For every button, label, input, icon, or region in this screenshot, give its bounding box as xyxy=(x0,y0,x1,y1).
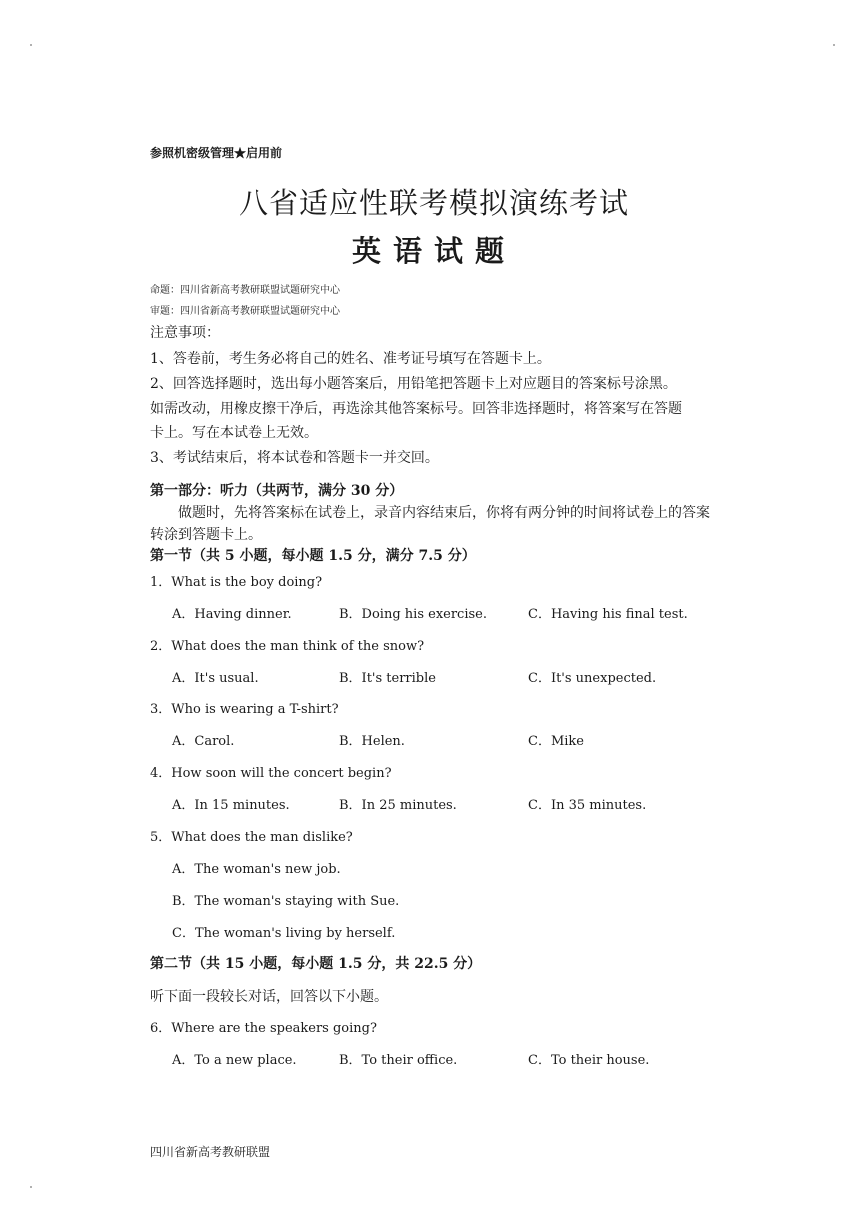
scan-speck xyxy=(833,44,835,46)
option-c: C．Mike xyxy=(528,734,584,749)
notes-line: 3、考试结束后，将本试卷和答题卡一并交回。 xyxy=(150,450,439,466)
section2-heading: 第二节（共 15 小题，每小题 1.5 分，共 22.5 分） xyxy=(150,956,482,972)
question-4: 4．How soon will the concert begin? xyxy=(150,766,392,781)
part1-instructions: 做题时，先将答案标在试卷上，录音内容结束后，你将有两分钟的时间将试卷上的答案 xyxy=(178,505,710,521)
notes-line: 1、答卷前，考生务必将自己的姓名、准考证号填写在答题卡上。 xyxy=(150,351,551,367)
question-5: 5．What does the man dislike? xyxy=(150,830,353,845)
review-line: 审题：四川省新高考教研联盟试题研究中心 xyxy=(150,306,340,317)
secret-mark: 参照机密级管理★启用前 xyxy=(150,146,283,160)
exam-title: 八省适应性联考模拟演练考试 xyxy=(238,186,629,220)
question-3: 3．Who is wearing a T-shirt? xyxy=(150,702,339,717)
notes-heading: 注意事项： xyxy=(150,325,220,341)
option-b: B．Doing his exercise. xyxy=(339,607,487,622)
option-b: B．To their office. xyxy=(339,1053,458,1068)
section2-intro: 听下面一段较长对话，回答以下小题。 xyxy=(150,989,388,1005)
scan-speck xyxy=(30,1186,32,1188)
part1-instructions: 转涂到答题卡上。 xyxy=(150,527,262,543)
option-c: C．The woman's living by herself. xyxy=(172,926,396,941)
option-a: A．To a new place. xyxy=(172,1053,297,1068)
option-a: A．It's usual. xyxy=(172,671,259,686)
option-b: B．The woman's staying with Sue. xyxy=(172,894,400,909)
author-line: 命题：四川省新高考教研联盟试题研究中心 xyxy=(150,285,340,296)
question-1: 1．What is the boy doing? xyxy=(150,575,323,590)
notes-line: 如需改动，用橡皮擦干净后，再选涂其他答案标号。回答非选择题时，将答案写在答题 xyxy=(150,401,682,417)
option-b: B．In 25 minutes. xyxy=(339,798,457,813)
option-c: C．In 35 minutes. xyxy=(528,798,647,813)
option-b: B．It's terrible xyxy=(339,671,436,686)
footer-org: 四川省新高考教研联盟 xyxy=(150,1145,271,1159)
option-c: C．It's unexpected. xyxy=(528,671,657,686)
option-a: A．The woman's new job. xyxy=(172,862,341,877)
section1-heading: 第一节（共 5 小题，每小题 1.5 分，满分 7.5 分） xyxy=(150,548,476,564)
notes-line: 2、回答选择题时，选出每小题答案后，用铅笔把答题卡上对应题目的答案标号涂黑。 xyxy=(150,376,677,392)
option-a: A．Having dinner. xyxy=(172,607,292,622)
part1-heading: 第一部分：听力（共两节，满分 30 分） xyxy=(150,483,404,499)
exam-subtitle: 英语试题 xyxy=(351,234,516,268)
option-a: A．In 15 minutes. xyxy=(172,798,290,813)
question-6: 6．Where are the speakers going? xyxy=(150,1021,377,1036)
option-b: B．Helen. xyxy=(339,734,405,749)
option-a: A．Carol. xyxy=(172,734,235,749)
question-2: 2．What does the man think of the snow? xyxy=(150,639,425,654)
scan-speck xyxy=(30,44,32,46)
option-c: C．To their house. xyxy=(528,1053,650,1068)
option-c: C．Having his final test. xyxy=(528,607,688,622)
notes-line: 卡上。写在本试卷上无效。 xyxy=(150,425,318,441)
